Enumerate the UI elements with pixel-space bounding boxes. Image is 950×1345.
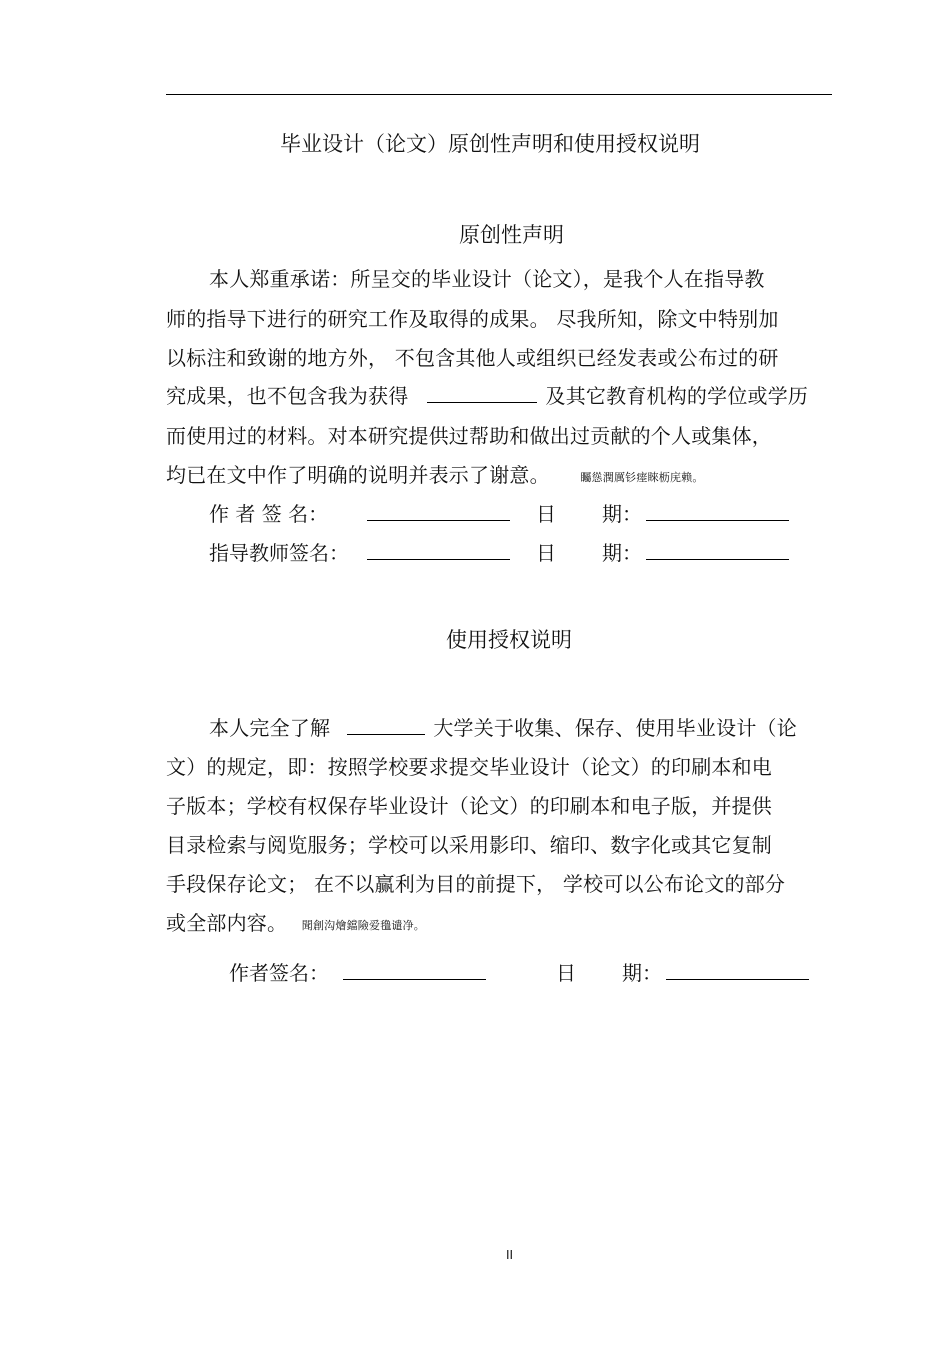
auth-date-blank[interactable] [666, 961, 809, 980]
originality-line-3: 以标注和致谢的地方外， 不包含其他人或组织已经发表或公布过的研 [166, 346, 779, 370]
author-date-day: 日 [536, 502, 556, 526]
originality-heading: 原创性声明 [459, 223, 564, 247]
originality-line-6 [166, 459, 704, 488]
originality-line-4a: 究成果，也不包含我为获得 [166, 384, 409, 408]
advisor-signature-blank[interactable] [367, 541, 510, 560]
authorization-line-6-text: 或全部内容。 [166, 911, 288, 935]
authorization-line-1b: 大学关于收集、保存、使用毕业设计（论 [433, 716, 797, 740]
university-blank [347, 716, 425, 735]
authorization-line-3: 子版本；学校有权保存毕业设计（论文）的印刷本和电子版，并提供 [166, 794, 772, 818]
authorization-heading: 使用授权说明 [446, 628, 572, 652]
originality-line-4b: 及其它教育机构的学位或学历 [545, 384, 809, 408]
author-date-blank[interactable] [646, 502, 789, 521]
auth-date-label: 期： [622, 961, 662, 985]
originality-line-2: 师的指导下进行的研究工作及取得的成果。 尽我所知，除文中特别加 [166, 307, 779, 331]
originality-line-4 [166, 380, 808, 409]
authorization-garbled-text: 聞創沟燴鐺險爱氇谴净。 [301, 918, 425, 932]
page-title: 毕业设计（论文）原创性声明和使用授权说明 [280, 132, 700, 156]
originality-garbled-text: 矚慫潤厲钐瘗睞枥庑赖。 [580, 470, 704, 484]
originality-line-5: 而使用过的材料。对本研究提供过帮助和做出过贡献的个人或集体， [166, 424, 772, 448]
page-number: II [506, 1248, 514, 1262]
authorization-line-2: 文）的规定，即：按照学校要求提交毕业设计（论文）的印刷本和电 [166, 755, 772, 779]
advisor-date-day: 日 [536, 541, 556, 565]
auth-author-signature-label: 作者签名： [229, 961, 329, 985]
author-date-label: 期： [602, 502, 642, 526]
author-signature-label: 作 者 签 名： [209, 502, 329, 526]
advisor-signature-label: 指导教师签名： [209, 541, 349, 565]
auth-date-day: 日 [556, 961, 576, 985]
originality-line-1: 本人郑重承诺：所呈交的毕业设计（论文），是我个人在指导教 [209, 267, 765, 291]
authorization-line-6 [166, 907, 425, 936]
originality-line-6-text: 均已在文中作了明确的说明并表示了谢意。 [166, 463, 550, 487]
degree-blank [427, 384, 537, 403]
authorization-line-5: 手段保存论文； 在不以赢利为目的前提下， 学校可以公布论文的部分 [166, 872, 786, 896]
advisor-date-blank[interactable] [646, 541, 789, 560]
auth-author-signature-blank[interactable] [343, 961, 486, 980]
authorization-line-1a: 本人完全了解 [209, 716, 331, 740]
authorization-line-1 [209, 712, 797, 741]
author-signature-blank[interactable] [367, 502, 510, 521]
header-rule [166, 94, 832, 95]
authorization-line-4: 目录检索与阅览服务；学校可以采用影印、缩印、数字化或其它复制 [166, 833, 772, 857]
advisor-date-label: 期： [602, 541, 642, 565]
